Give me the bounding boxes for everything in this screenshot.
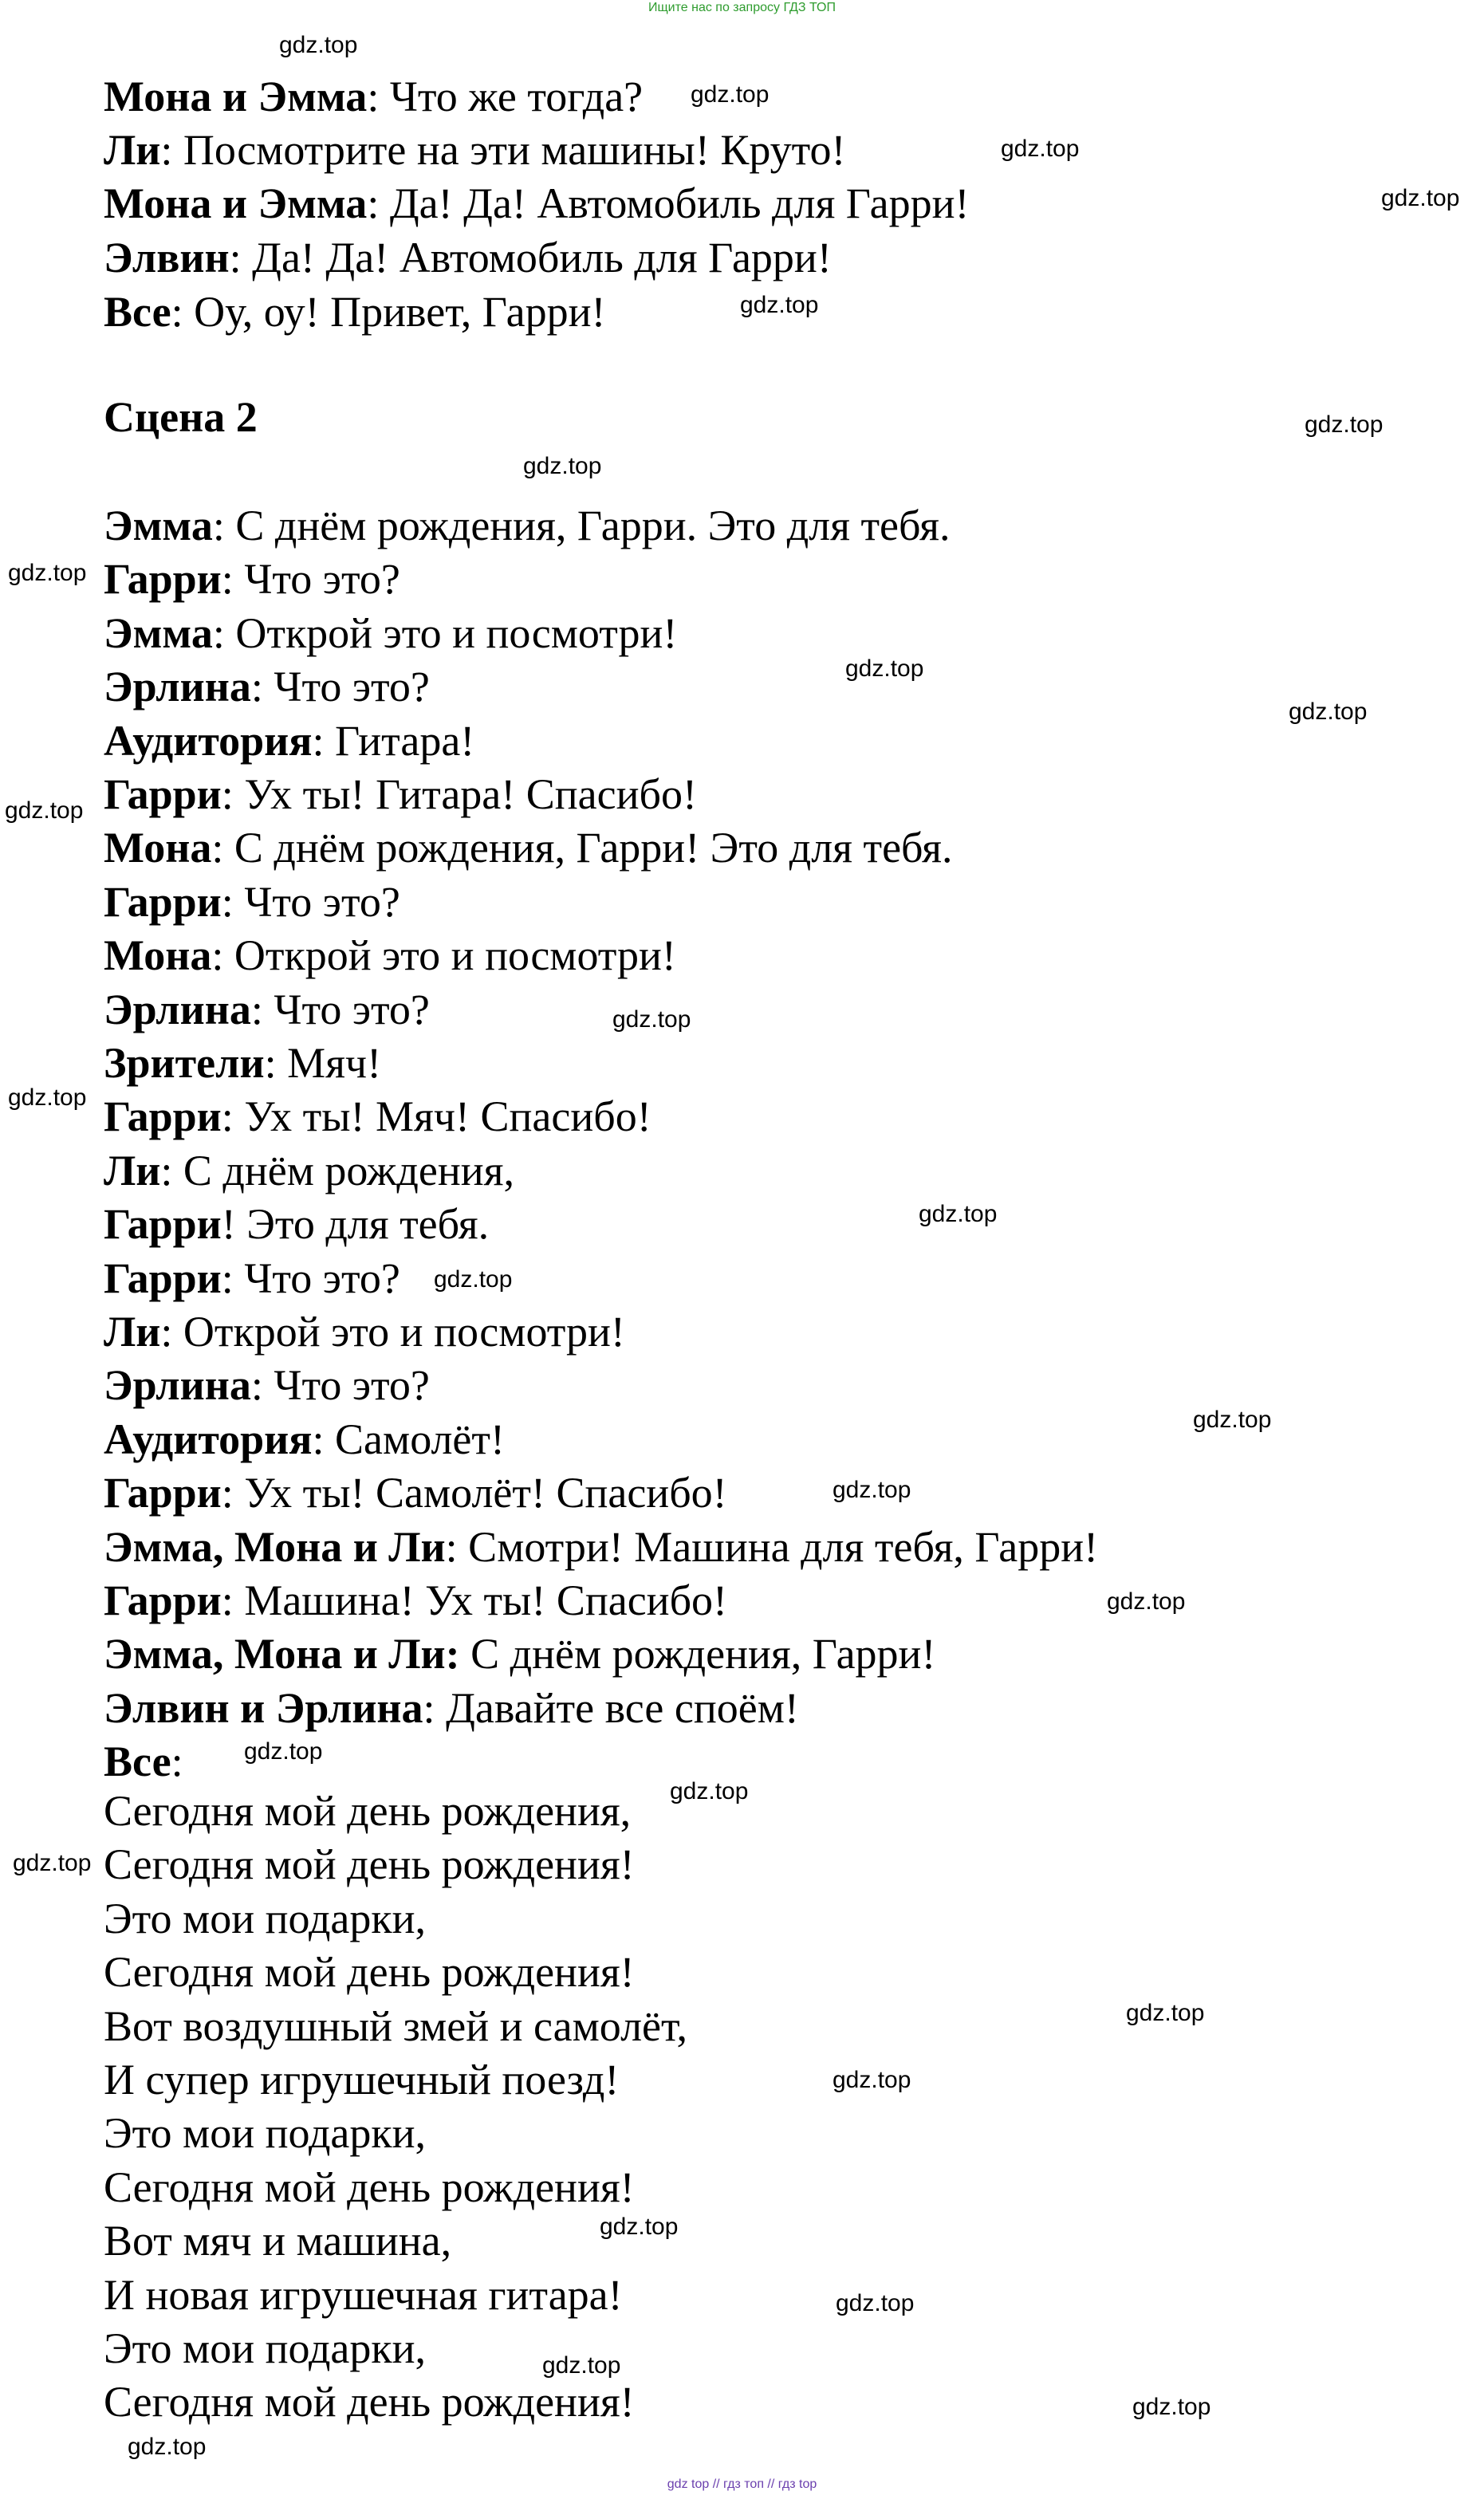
song-line: Это мои подарки, [104, 1895, 427, 1942]
speaker-name: Мона [104, 931, 212, 979]
dialogue-line [104, 1415, 505, 1464]
watermark: gdz.top [8, 1084, 87, 1111]
replica-text: Что же тогда? [389, 73, 644, 120]
dialogue-line [104, 985, 430, 1034]
song-line: Сегодня мой день рождения! [104, 1840, 635, 1888]
watermark: gdz.top [845, 655, 924, 682]
speaker-name: Гарри [104, 1576, 222, 1624]
speaker-name: Ли [104, 1308, 161, 1356]
bottom-banner: gdz top // гдз топ // гдз top [667, 2477, 817, 2491]
speaker-name: Элвин и Эрлина [104, 1684, 423, 1732]
dialogue-line [104, 233, 832, 282]
dialogue-line [104, 716, 474, 765]
replica-text: Самолёт! [335, 1415, 505, 1463]
dialogue-line [104, 125, 846, 175]
separator: : [264, 1039, 288, 1087]
speaker-name: Зрители [104, 1039, 265, 1087]
separator: : [160, 1308, 183, 1356]
separator: : [367, 73, 390, 120]
watermark: gdz.top [612, 1006, 691, 1033]
dialogue-line [104, 1253, 400, 1303]
song-line: Сегодня мой день рождения! [104, 2163, 635, 2211]
replica-text: Да! Да! Автомобиль для Гарри! [389, 179, 970, 227]
replica-text: Что это? [244, 1254, 400, 1302]
dialogue-line [104, 179, 970, 228]
separator: : [250, 663, 274, 710]
speaker-name: Гарри [104, 878, 222, 926]
watermark: gdz.top [1001, 136, 1080, 162]
separator: : [160, 126, 183, 174]
replica-text: Ух ты! Мяч! Спасибо! [244, 1092, 651, 1140]
watermark: gdz.top [833, 2067, 911, 2093]
watermark: gdz.top [1126, 2000, 1205, 2026]
speaker-name: Эрлина [104, 986, 251, 1033]
replica-text: Давайте все споём! [446, 1684, 799, 1732]
dialogue-line [104, 72, 643, 121]
dialogue-line [104, 662, 430, 711]
dialogue-line [104, 769, 697, 819]
watermark: gdz.top [5, 797, 84, 824]
separator: : [211, 824, 234, 872]
replica-text: Открой это и посмотри! [183, 1308, 625, 1356]
watermark: gdz.top [279, 32, 358, 58]
separator: ! [221, 1200, 247, 1248]
dialogue-line [104, 1629, 935, 1678]
separator: : [211, 931, 234, 979]
song-line: Сегодня мой день рождения! [104, 2378, 635, 2426]
replica-text: С днём рождения, Гарри! Это для тебя. [234, 824, 953, 872]
watermark: gdz.top [1289, 699, 1368, 725]
separator: : [171, 288, 195, 336]
replica-text: Что это? [274, 986, 430, 1033]
replica-text: Что это? [244, 555, 400, 603]
separator: : [221, 1092, 245, 1140]
speaker-name: Все [104, 1737, 171, 1785]
speaker-name: Все [104, 288, 171, 336]
dialogue-line [104, 1576, 727, 1625]
watermark: gdz.top [244, 1738, 323, 1765]
speaker-name: Мона и Эмма [104, 179, 368, 227]
song-line: Сегодня мой день рождения! [104, 1948, 635, 1996]
dialogue-line [104, 1038, 381, 1088]
dialogue-line [104, 554, 400, 604]
separator: : [221, 555, 245, 603]
speaker-name: Эмма [104, 502, 213, 549]
speaker-name: Эрлина [104, 1361, 251, 1409]
separator: : [221, 770, 245, 818]
song-line: Сегодня мой день рождения, [104, 1787, 632, 1835]
speaker-name: Гарри [104, 1200, 222, 1248]
song-line: Это мои подарки, [104, 2109, 427, 2157]
watermark: gdz.top [691, 81, 770, 108]
replica-text: Смотри! Машина для тебя, Гарри! [468, 1523, 1099, 1571]
replica-text: Ух ты! Гитара! Спасибо! [244, 770, 697, 818]
dialogue-line [104, 823, 953, 872]
dialogue-line [104, 1522, 1098, 1572]
speaker-name: Аудитория [104, 1415, 313, 1463]
separator: : [367, 179, 390, 227]
watermark: gdz.top [833, 1477, 911, 1503]
separator: : [160, 1147, 183, 1194]
separator: : [312, 717, 336, 765]
song-line: Это мои подарки, [104, 2324, 427, 2372]
replica-text: Гитара! [335, 717, 475, 765]
separator: : [212, 609, 236, 657]
dialogue-line [104, 1468, 727, 1517]
watermark: gdz.top [1381, 185, 1460, 211]
separator: : [221, 1254, 245, 1302]
separator: : [221, 1576, 245, 1624]
watermark: gdz.top [1132, 2394, 1211, 2420]
watermark: gdz.top [13, 1850, 92, 1876]
dialogue-line [104, 931, 676, 980]
separator: : [171, 1737, 183, 1785]
song-line: И новая игрушечная гитара! [104, 2271, 623, 2319]
replica-text: Посмотрите на эти машины! Круто! [183, 126, 846, 174]
dialogue-line [104, 1737, 183, 1786]
separator: : [212, 502, 236, 549]
watermark: gdz.top [670, 1778, 749, 1804]
speaker-name: Эрлина [104, 663, 251, 710]
watermark: gdz.top [1107, 1588, 1186, 1615]
separator: : [312, 1415, 336, 1463]
dialogue-line [104, 1307, 625, 1356]
watermark: gdz.top [1305, 411, 1384, 438]
watermark: gdz.top [1193, 1407, 1272, 1433]
watermark: gdz.top [542, 2352, 621, 2379]
speaker-name: Гарри [104, 1092, 222, 1140]
speaker-name: Эмма, Мона и Ли: [104, 1630, 460, 1678]
dialogue-line [104, 501, 951, 550]
top-banner: Ищите нас по запросу ГДЗ ТОП [648, 1, 836, 14]
replica-text: Мяч! [287, 1039, 382, 1087]
dialogue-line [104, 1360, 430, 1410]
replica-text: Ух ты! Самолёт! Спасибо! [244, 1469, 727, 1517]
replica-text: С днём рождения, [183, 1147, 514, 1194]
speaker-name: Гарри [104, 555, 222, 603]
replica-text: С днём рождения, Гарри! [470, 1630, 936, 1678]
watermark: gdz.top [434, 1266, 513, 1293]
separator: : [250, 986, 274, 1033]
replica-text: Открой это и посмотри! [235, 609, 678, 657]
speaker-name: Гарри [104, 1469, 222, 1517]
dialogue-line [104, 1199, 489, 1249]
watermark: gdz.top [919, 1201, 998, 1227]
dialogue-line [104, 608, 677, 658]
speaker-name: Мона [104, 824, 212, 872]
replica-text: С днём рождения, Гарри. Это для тебя. [235, 502, 951, 549]
watermark: gdz.top [740, 292, 819, 318]
song-line: И супер игрушечный поезд! [104, 2056, 620, 2103]
dialogue-line [104, 1683, 799, 1733]
watermark: gdz.top [8, 560, 87, 586]
replica-text: Это для тебя. [246, 1200, 490, 1248]
dialogue-line [104, 877, 400, 927]
separator: : [229, 234, 253, 281]
replica-text: Что это? [274, 663, 430, 710]
replica-text: Открой это и посмотри! [234, 931, 676, 979]
replica-text: Машина! Ух ты! Спасибо! [244, 1576, 728, 1624]
watermark: gdz.top [836, 2290, 915, 2316]
separator: : [423, 1684, 447, 1732]
speaker-name: Эмма [104, 609, 213, 657]
watermark: gdz.top [128, 2434, 207, 2460]
replica-text: Что это? [274, 1361, 430, 1409]
speaker-name: Гарри [104, 1254, 222, 1302]
speaker-name: Ли [104, 1147, 161, 1194]
dialogue-line [104, 287, 605, 336]
watermark: gdz.top [600, 2214, 679, 2240]
speaker-name: Эмма, Мона и Ли [104, 1523, 446, 1571]
replica-text: Да! Да! Автомобиль для Гарри! [252, 234, 832, 281]
separator: : [221, 878, 245, 926]
scene-title: Сцена 2 [104, 393, 258, 441]
song-line: Вот мяч и машина, [104, 2217, 452, 2265]
dialogue-line [104, 1092, 651, 1141]
replica-text: Что это? [244, 878, 400, 926]
speaker-name: Ли [104, 126, 161, 174]
separator: : [221, 1469, 245, 1517]
speaker-name: Элвин [104, 234, 230, 281]
separator: : [445, 1523, 469, 1571]
speaker-name: Гарри [104, 770, 222, 818]
separator: : [250, 1361, 274, 1409]
separator [460, 1630, 471, 1678]
dialogue-line [104, 1146, 514, 1195]
replica-text: Оу, оу! Привет, Гарри! [194, 288, 606, 336]
song-line: Вот воздушный змей и самолёт, [104, 2002, 688, 2050]
speaker-name: Аудитория [104, 717, 313, 765]
watermark: gdz.top [523, 453, 602, 479]
speaker-name: Мона и Эмма [104, 73, 368, 120]
